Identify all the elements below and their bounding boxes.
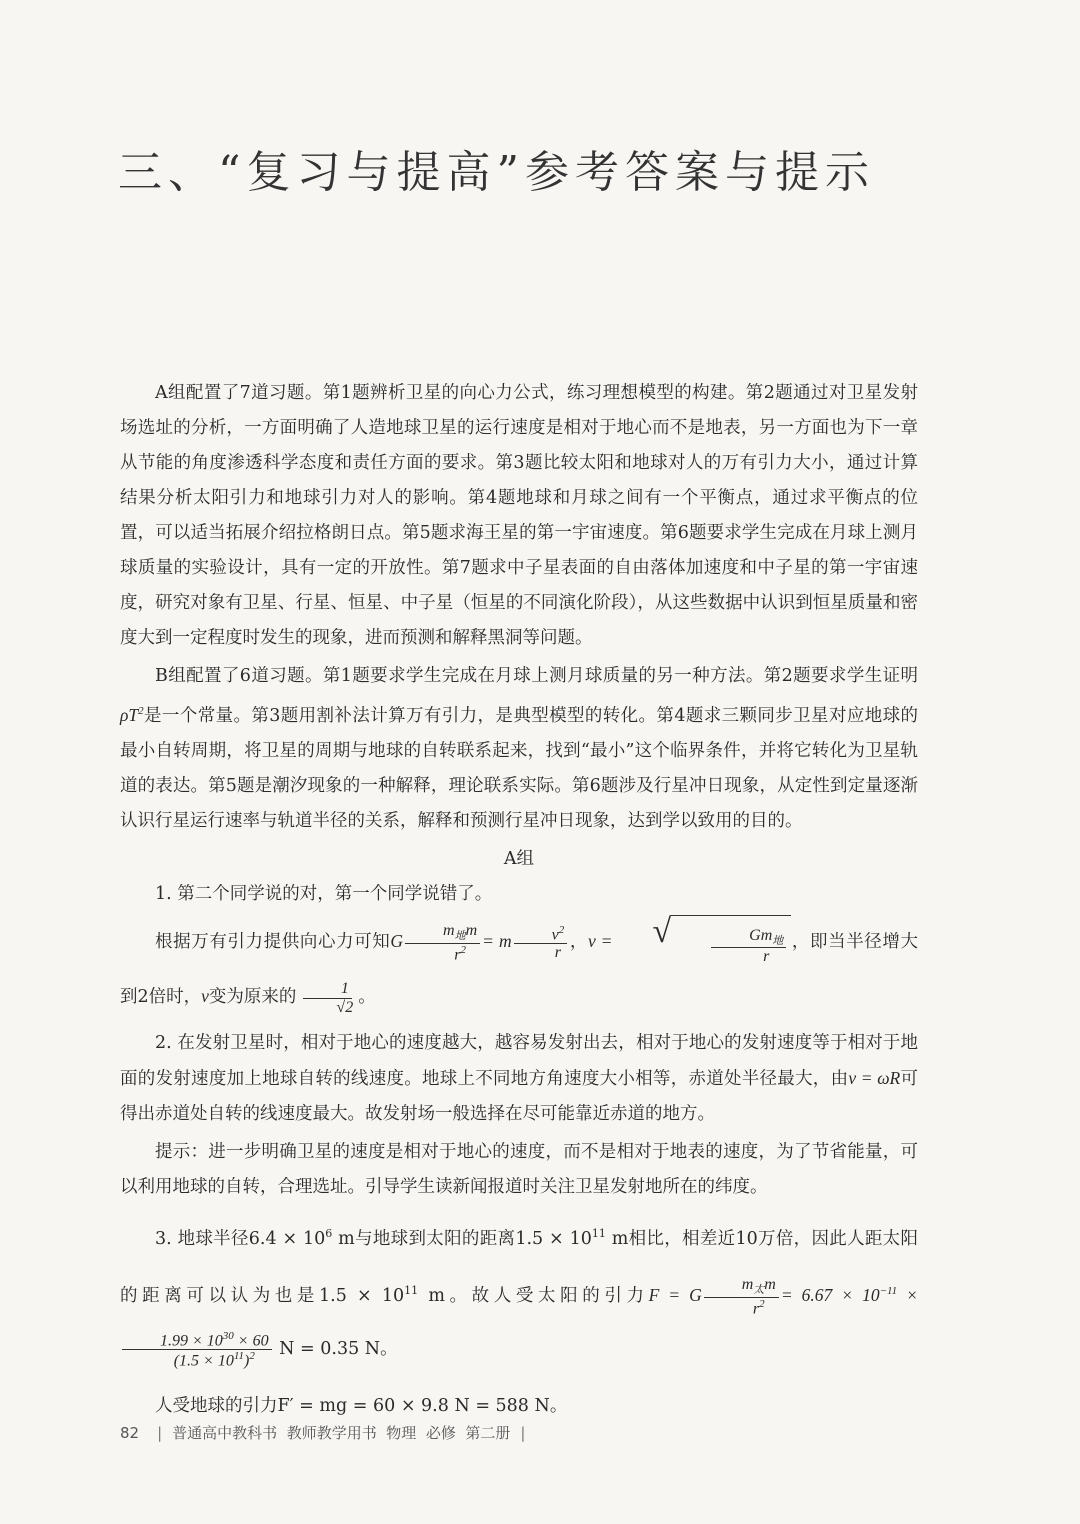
sun-gravity-formula: F = G $\frac{m_太m}{r^2}$ = $6.67 \times 10^{-11}$ × $\frac{1.99 \times 10^{30} \times 60}{(1.5 \times 10^{11})^2}$ — [120, 1285, 918, 1358]
q2-hint: 提示：进一步明确卫星的速度是相对于地心的速度，而不是相对于地表的速度，为了节省能量，可以利用地球的自转，合理选址。引导学生读新闻报道时关注卫星发射地所在的纬度。 — [120, 1142, 918, 1198]
page-number: 82 — [120, 1424, 140, 1442]
gravity-formula: G $\frac{m_地m}{r^2}$ = m $\frac{v^2}{r}$ — [390, 931, 569, 951]
guide-name: 教师教学用书 — [286, 1424, 377, 1442]
page-footer: 82 | 普通高中教科书 教师教学用书 物理 必修 第二册 | — [120, 1424, 526, 1442]
velocity-formula: v = √ $\frac{Gm_地}{r}$ — [588, 931, 791, 951]
required-label: 必修 — [425, 1424, 456, 1442]
q3-earth-gravity: 人受地球的引力F′ = mg = 60 × 9.8 N = 588 N。 — [155, 1395, 568, 1416]
volume-label: 第二册 — [465, 1424, 511, 1442]
rho-t-squared: $\rho T^2$ — [120, 704, 144, 725]
q1-answer: 1. 第二个同学说的对，第一个同学说错了。 — [155, 883, 493, 904]
subject-name: 物理 — [386, 1424, 417, 1442]
book-name: 普通高中教科书 — [172, 1424, 278, 1442]
body-text — [120, 376, 918, 1427]
page-title: 三、“复习与提高”参考答案与提示 — [118, 147, 875, 198]
ratio-formula: $\frac{1}{√2}$ — [296, 986, 358, 1006]
q3-answer: 3. 地球半径$6.4 \times 10^6$ m与地球到太阳的距离$1.5 \times 10^{11}$ m相比，相差近10万倍，因此人距太阳的距离可以认为也是$1.5 \times 10^{11}$ m。故人受太阳的引力F = G $\frac{m_太m}{r^2}$ = $6.67 \times 10^{-11}$ × $\frac{1.99 \times 10^{30} \times 60}{(1.5 \times 10^{11})^2}$ N = 0.35 N。 — [120, 1227, 918, 1370]
q2-answer: 2. 在发射卫星时，相对于地心的速度越大，越容易发射出去，相对于地心的发射速度等于相对于地面的发射速度加上地球自转的线速度。地球上不同地方角速度大小相等，赤道处半径最大，由v = ωR可得出赤道处自转的线速度最大。故发射场一般选择在尽可能靠近赤道的地方。 — [120, 1033, 919, 1125]
section-heading: A组 — [503, 848, 535, 869]
v-omega-r: v = ωR — [848, 1068, 901, 1089]
q1-derivation: 根据万有引力提供向心力可知G $\frac{m_地m}{r^2}$ = m $\frac{v^2}{r}$ ，v = √ $\frac{Gm_地}{r}$ ，即当半径增大到2倍时，v变为原来的 $\frac{1}{√2}$ 。 — [120, 913, 919, 1016]
intro-paragraph-b: B组配置了6道习题。第1题要求学生完成在月球上测月球质量的另一种方法。第2题要求学生证明$\rho T^2$是一个常量。第3题用割补法计算万有引力，是典型模型的转化。第4题求三颗同步卫星对应地球的最小自转周期，将卫星的周期与地球的自转联系起来，找到“最小”这个临界条件，并将它转化为卫星轨道的表达。第5题是潮汐现象的一种解释，理论联系实际。第6题涉及行星冲日现象，从定性到定量逐渐认识行星运行速率与轨道半径的关系，解释和预测行星冲日现象，达到学以致用的目的。 — [120, 666, 918, 831]
intro-paragraph-a: A组配置了7道习题。第1题辨析卫星的向心力公式，练习理想模型的构建。第2题通过对卫星发射场选址的分析，一方面明确了人造地球卫星的运行速度是相对于地心而不是地表，另一方面也为下一章从节能的角度渗透科学态度和责任方面的要求。第3题比较太阳和地球对人的万有引力大小，通过计算结果分析太阳引力和地球引力对人的影响。第4题地球和月球之间有一个平衡点，通过求平衡点的位置，可以适当拓展介绍拉格朗日点。第5题求海王星的第一宇宙速度。第6题要求学生完成在月球上测月球质量的实验设计，具有一定的开放性。第7题求中子星表面的自由落体加速度和中子星的第一宇宙速度，研究对象有卫星、行星、恒星、中子星（恒星的不同演化阶段），从这些数据中认识到恒星质量和密度大到一定程度时发生的现象，进而预测和解释黑洞等问题。 — [120, 383, 918, 648]
